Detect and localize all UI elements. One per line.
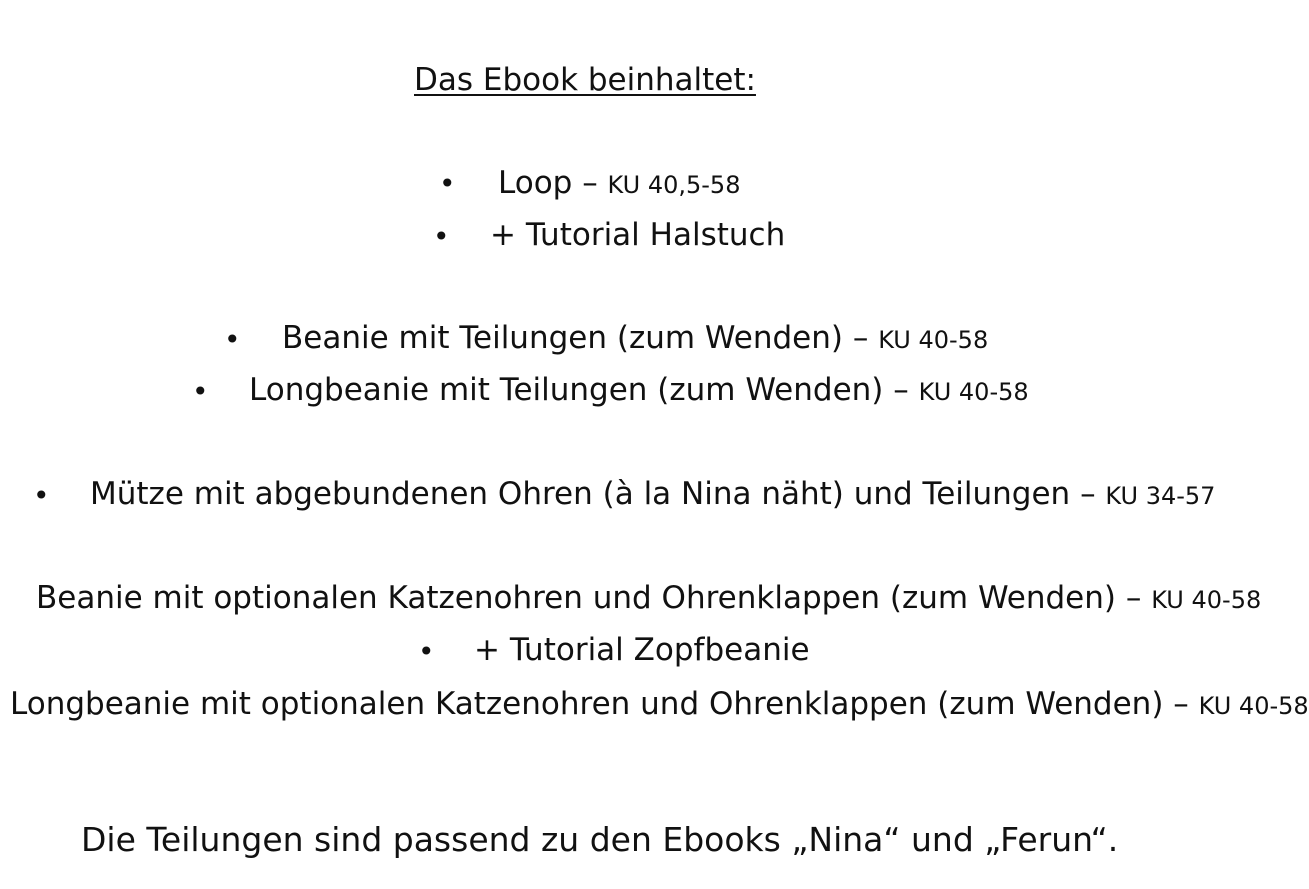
bullet-icon: • [192,375,209,408]
bullet-icon: • [433,220,450,253]
bullet-icon: • [33,479,50,512]
item-text: + Tutorial Halstuch [490,217,786,253]
item-size: KU 40-58 [918,378,1029,406]
list-item-tutorial-halstuch [490,217,786,253]
list-item-muetze [90,476,1216,512]
document-title: Das Ebook beinhaltet: [414,62,756,98]
bullet-icon: • [418,635,435,668]
item-text: Longbeanie mit Teilungen (zum Wenden) – [249,372,919,408]
item-size: KU 40-58 [878,326,989,354]
list-item-tutorial-zopfbeanie [474,632,810,668]
item-text: Beanie mit Teilungen (zum Wenden) – [282,320,879,356]
item-text: Loop – [498,165,608,201]
list-item-longbeanie-katzenohren [10,686,1309,722]
item-size: KU 40,5-58 [607,171,741,199]
item-size: KU 40-58 [1198,692,1309,720]
list-item-longbeanie-teilungen [249,372,1029,408]
item-text: Longbeanie mit optionalen Katzenohren und Ohrenklappen (zum Wenden) – [10,686,1199,722]
item-text: + Tutorial Zopfbeanie [474,632,810,668]
item-text: Mütze mit abgebundenen Ohren (à la Nina näht) und Teilungen – [90,476,1106,512]
bullet-icon: • [224,323,241,356]
footer-note: Die Teilungen sind passend zu den Ebooks „Nina“ und „Ferun“. [81,820,1119,859]
item-size: KU 34-57 [1105,482,1216,510]
item-text: Beanie mit optionalen Katzenohren und Ohrenklappen (zum Wenden) – [36,580,1152,616]
list-item-loop [498,165,741,201]
list-item-beanie-teilungen [282,320,989,356]
bullet-icon: • [439,167,456,200]
item-size: KU 40-58 [1151,586,1262,614]
list-item-beanie-katzenohren [36,580,1262,616]
